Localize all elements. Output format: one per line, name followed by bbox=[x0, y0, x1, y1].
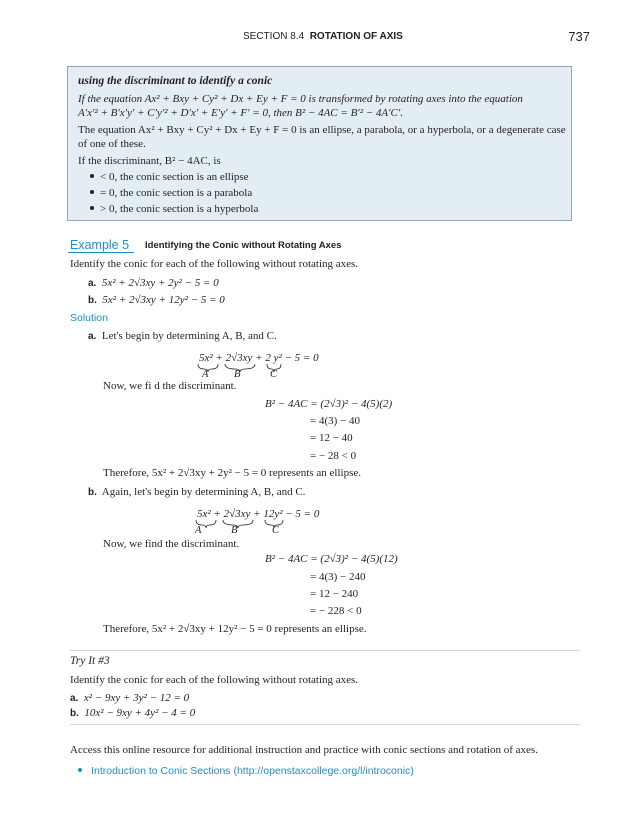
divider bbox=[70, 650, 580, 651]
example-underline bbox=[68, 252, 134, 253]
example-label: Example 5 bbox=[70, 238, 130, 252]
definition-p3: If the discriminant, B² − 4AC, is bbox=[78, 155, 221, 167]
section-label: SECTION 8.4 bbox=[243, 31, 305, 42]
example-title: Identifying the Conic without Rotating Axes bbox=[145, 240, 342, 251]
solution-b-equation: 5x² + 2√3xy + 12y² − 5 = 0 bbox=[197, 508, 320, 520]
example-prompt: Identify the conic for each of the following without rotating axes. bbox=[70, 258, 359, 270]
solution-b-intro: b. Again, let's begin by determining A, B, and C. bbox=[88, 486, 306, 498]
coef-label-b: B bbox=[234, 369, 241, 380]
coef-label-c: C bbox=[270, 369, 278, 380]
solution-b-step: = − 228 < 0 bbox=[310, 605, 362, 617]
section-header bbox=[243, 31, 403, 42]
definition-bullet: > 0, the conic section is a hyperbola bbox=[90, 203, 258, 215]
definition-title: using the discriminant to identify a conic bbox=[78, 75, 273, 87]
solution-label: Solution bbox=[70, 312, 108, 324]
definition-p1-line2: A′x′² + B′x′y′ + C′y′² + D′x′ + E′y′ + F′ = 0, then B² − 4AC = B′² − 4A′C′. bbox=[78, 107, 404, 119]
solution-b-find: Now, we find the discriminant. bbox=[103, 538, 240, 550]
underbrace-group bbox=[195, 362, 335, 374]
definition-p1-line1: If the equation Ax² + Bxy + Cy² + Dx + Ey + F = 0 is transformed by rotating axes into the equation bbox=[78, 93, 523, 105]
example-part-b: b. 5x² + 2√3xy + 12y² − 5 = 0 bbox=[88, 294, 225, 306]
underbrace-group bbox=[193, 518, 333, 530]
solution-b-step: = 4(3) − 240 bbox=[310, 571, 366, 583]
bullet-icon bbox=[90, 174, 94, 178]
example-part-a: a. 5x² + 2√3xy + 2y² − 5 = 0 bbox=[88, 277, 219, 289]
bullet-icon bbox=[90, 190, 94, 194]
coef-label-a: A bbox=[202, 369, 209, 380]
try-it-title: Try It #3 bbox=[70, 655, 110, 667]
solution-a-step: = 12 − 40 bbox=[310, 432, 353, 444]
solution-b-step: B² − 4AC = (2√3)² − 4(5)(12) bbox=[265, 553, 398, 565]
solution-a-intro: a. Let's begin by determining A, B, and C. bbox=[88, 330, 277, 342]
resource-text: Access this online resource for additional instruction and practice with conic sections and rotation of axes. bbox=[70, 744, 538, 756]
page-number: 737 bbox=[568, 29, 590, 44]
try-it-prompt: Identify the conic for each of the following without rotating axes. bbox=[70, 674, 359, 686]
coef-label-c: C bbox=[272, 525, 280, 536]
definition-bullet: = 0, the conic section is a parabola bbox=[90, 187, 252, 199]
solution-a-equation: 5x² + 2√3xy + 2 y² − 5 = 0 bbox=[199, 352, 319, 364]
solution-b-conclusion: Therefore, 5x² + 2√3xy + 12y² − 5 = 0 represents an ellipse. bbox=[103, 623, 367, 635]
solution-a-conclusion: Therefore, 5x² + 2√3xy + 2y² − 5 = 0 represents an ellipse. bbox=[103, 467, 361, 479]
solution-a-step: B² − 4AC = (2√3)² − 4(5)(2) bbox=[265, 398, 393, 410]
resource-item bbox=[78, 765, 414, 777]
definition-bullet: < 0, the conic section is an ellipse bbox=[90, 171, 249, 183]
solution-b-step: = 12 − 240 bbox=[310, 588, 359, 600]
definition-p2-line2: of one of these. bbox=[78, 138, 146, 150]
underbrace-b bbox=[223, 520, 253, 528]
definition-box bbox=[67, 66, 572, 221]
divider bbox=[70, 724, 580, 725]
definition-p2-line1: The equation Ax² + Bxy + Cy² + Dx + Ey + F = 0 is an ellipse, a parabola, or a hyperbola, or a degenerate case bbox=[78, 124, 566, 136]
bullet-icon bbox=[78, 768, 82, 772]
solution-a-find: Now, we fi d the discriminant. bbox=[103, 380, 237, 392]
intro-conic-link[interactable]: Introduction to Conic Sections (http://openstaxcollege.org/l/introconic) bbox=[91, 765, 414, 777]
solution-a-step: = − 28 < 0 bbox=[310, 450, 357, 462]
coef-label-b: B bbox=[231, 525, 238, 536]
section-title: ROTATION OF AXIS bbox=[309, 31, 403, 42]
try-it-part-b: b. 10x² − 9xy + 4y² − 4 = 0 bbox=[70, 707, 196, 719]
coef-label-a: A bbox=[195, 525, 202, 536]
solution-a-step: = 4(3) − 40 bbox=[310, 415, 360, 427]
bullet-icon bbox=[90, 206, 94, 210]
try-it-part-a: a. x² − 9xy + 3y² − 12 = 0 bbox=[70, 692, 190, 704]
